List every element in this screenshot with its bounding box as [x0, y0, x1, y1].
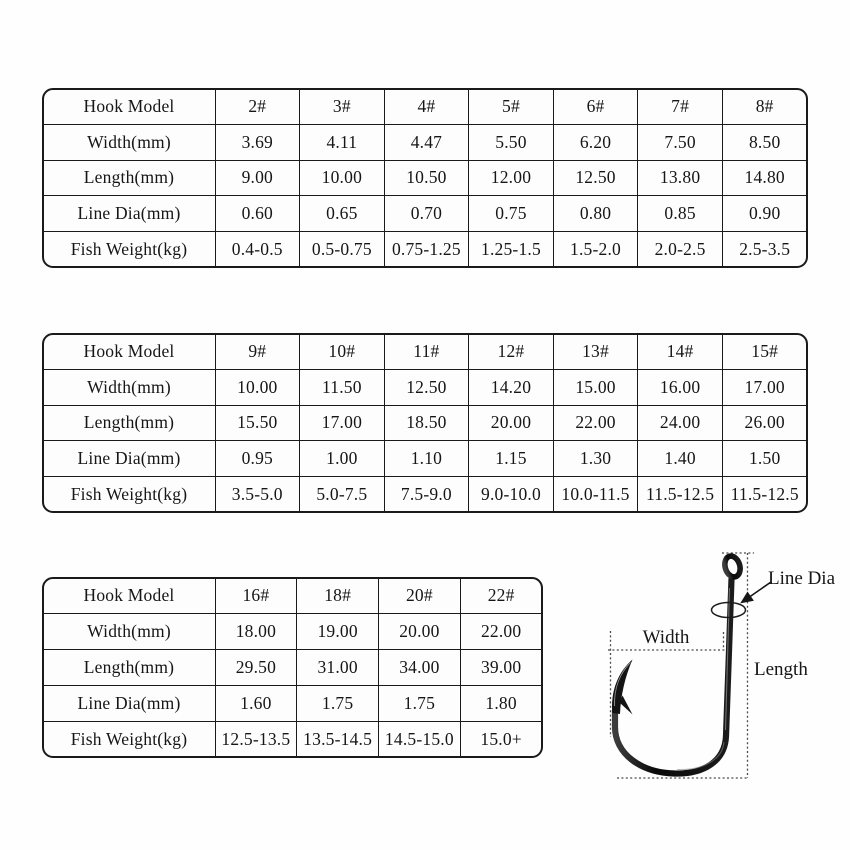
value-cell: 0.4-0.5 — [215, 231, 300, 267]
value-cell: 1.10 — [384, 441, 469, 477]
value-cell: 4.47 — [384, 125, 469, 161]
value-cell: 10.0-11.5 — [553, 476, 638, 512]
hook-model-heading-cell: Hook Model — [43, 334, 215, 370]
value-cell: 0.70 — [384, 196, 469, 232]
hook-model-cell: 20# — [379, 578, 461, 614]
header-row — [43, 334, 807, 370]
value-cell: 34.00 — [379, 650, 461, 686]
value-cell: 1.60 — [215, 685, 297, 721]
value-cell: 1.80 — [460, 685, 542, 721]
value-cell: 39.00 — [460, 650, 542, 686]
line-dia-label: Line Dia — [768, 568, 836, 589]
value-cell: 9.00 — [215, 160, 300, 196]
spec-row — [43, 405, 807, 441]
hook-model-cell: 4# — [384, 89, 469, 125]
value-cell: 4.11 — [300, 125, 385, 161]
value-cell: 31.00 — [297, 650, 379, 686]
row-label-cell: Fish Weight(kg) — [43, 231, 215, 267]
hook-point — [612, 660, 632, 715]
spec-table-hooks-16-22 — [42, 577, 543, 758]
value-cell: 15.00 — [553, 370, 638, 406]
value-cell: 1.75 — [297, 685, 379, 721]
value-cell: 12.50 — [553, 160, 638, 196]
value-cell: 12.5-13.5 — [215, 721, 297, 757]
value-cell: 0.85 — [638, 196, 723, 232]
value-cell: 20.00 — [379, 614, 461, 650]
value-cell: 14.5-15.0 — [379, 721, 461, 757]
hook-eye — [722, 554, 742, 579]
value-cell: 6.20 — [553, 125, 638, 161]
spec-table — [43, 578, 543, 758]
row-label-cell: Fish Weight(kg) — [43, 721, 215, 757]
value-cell: 1.25-1.5 — [469, 231, 554, 267]
line-dia-pointer-arrow — [742, 582, 772, 603]
spec-row — [43, 721, 542, 757]
value-cell: 24.00 — [638, 405, 723, 441]
value-cell: 15.50 — [215, 405, 300, 441]
hook-model-cell: 5# — [469, 89, 554, 125]
value-cell: 11.50 — [300, 370, 385, 406]
value-cell: 10.00 — [300, 160, 385, 196]
hook-model-heading-cell: Hook Model — [43, 578, 215, 614]
value-cell: 1.00 — [300, 441, 385, 477]
value-cell: 1.50 — [722, 441, 807, 477]
hook-model-cell: 11# — [384, 334, 469, 370]
spec-row — [43, 125, 807, 161]
value-cell: 5.50 — [469, 125, 554, 161]
row-label-cell: Fish Weight(kg) — [43, 476, 215, 512]
width-label: Width — [642, 627, 690, 648]
row-label-cell: Length(mm) — [43, 650, 215, 686]
value-cell: 22.00 — [460, 614, 542, 650]
value-cell: 9.0-10.0 — [469, 476, 554, 512]
value-cell: 2.5-3.5 — [722, 231, 807, 267]
hook-model-cell: 10# — [300, 334, 385, 370]
value-cell: 18.00 — [215, 614, 297, 650]
row-label-cell: Line Dia(mm) — [43, 196, 215, 232]
spec-table — [43, 89, 808, 268]
value-cell: 26.00 — [722, 405, 807, 441]
value-cell: 12.00 — [469, 160, 554, 196]
value-cell: 17.00 — [300, 405, 385, 441]
spec-row — [43, 650, 542, 686]
spec-table-hooks-2-8 — [42, 88, 808, 268]
hook-model-cell: 13# — [553, 334, 638, 370]
spec-row — [43, 231, 807, 267]
value-cell: 13.80 — [638, 160, 723, 196]
hook-model-cell: 22# — [460, 578, 542, 614]
value-cell: 13.5-14.5 — [297, 721, 379, 757]
value-cell: 8.50 — [722, 125, 807, 161]
value-cell: 19.00 — [297, 614, 379, 650]
value-cell: 0.80 — [553, 196, 638, 232]
hook-model-cell: 12# — [469, 334, 554, 370]
spec-row — [43, 685, 542, 721]
value-cell: 3.69 — [215, 125, 300, 161]
value-cell: 7.50 — [638, 125, 723, 161]
value-cell: 0.75-1.25 — [384, 231, 469, 267]
spec-table-hooks-9-15 — [42, 333, 808, 513]
value-cell: 16.00 — [638, 370, 723, 406]
value-cell: 12.50 — [384, 370, 469, 406]
value-cell: 11.5-12.5 — [638, 476, 723, 512]
value-cell: 0.60 — [215, 196, 300, 232]
hook-model-cell: 9# — [215, 334, 300, 370]
hook-model-cell: 7# — [638, 89, 723, 125]
value-cell: 10.00 — [215, 370, 300, 406]
hook-model-cell: 3# — [300, 89, 385, 125]
value-cell: 0.5-0.75 — [300, 231, 385, 267]
value-cell: 14.80 — [722, 160, 807, 196]
hook-measurement-diagram — [575, 530, 850, 830]
row-label-cell: Line Dia(mm) — [43, 441, 215, 477]
value-cell: 14.20 — [469, 370, 554, 406]
value-cell: 29.50 — [215, 650, 297, 686]
spec-row — [43, 160, 807, 196]
value-cell: 11.5-12.5 — [722, 476, 807, 512]
value-cell: 1.30 — [553, 441, 638, 477]
hook-model-cell: 16# — [215, 578, 297, 614]
fish-hook-illustration — [615, 579, 732, 774]
value-cell: 15.0+ — [460, 721, 542, 757]
hook-barb — [620, 696, 633, 715]
header-row — [43, 578, 542, 614]
spec-row — [43, 196, 807, 232]
value-cell: 1.40 — [638, 441, 723, 477]
value-cell: 1.75 — [379, 685, 461, 721]
value-cell: 7.5-9.0 — [384, 476, 469, 512]
value-cell: 10.50 — [384, 160, 469, 196]
hook-model-heading-cell: Hook Model — [43, 89, 215, 125]
row-label-cell: Width(mm) — [43, 614, 215, 650]
hook-model-cell: 6# — [553, 89, 638, 125]
value-cell: 5.0-7.5 — [300, 476, 385, 512]
row-label-cell: Line Dia(mm) — [43, 685, 215, 721]
length-label: Length — [754, 659, 808, 680]
spec-row — [43, 441, 807, 477]
spec-row — [43, 370, 807, 406]
spec-row — [43, 476, 807, 512]
row-label-cell: Width(mm) — [43, 125, 215, 161]
value-cell: 20.00 — [469, 405, 554, 441]
value-cell: 22.00 — [553, 405, 638, 441]
value-cell: 0.90 — [722, 196, 807, 232]
row-label-cell: Length(mm) — [43, 160, 215, 196]
header-row — [43, 89, 807, 125]
row-label-cell: Length(mm) — [43, 405, 215, 441]
value-cell: 0.95 — [215, 441, 300, 477]
hook-model-cell: 2# — [215, 89, 300, 125]
hook-model-cell: 18# — [297, 578, 379, 614]
value-cell: 1.15 — [469, 441, 554, 477]
hook-model-cell: 8# — [722, 89, 807, 125]
spec-row — [43, 614, 542, 650]
hook-model-cell: 14# — [638, 334, 723, 370]
value-cell: 3.5-5.0 — [215, 476, 300, 512]
spec-table — [43, 334, 808, 513]
hook-model-cell: 15# — [722, 334, 807, 370]
value-cell: 2.0-2.5 — [638, 231, 723, 267]
value-cell: 0.65 — [300, 196, 385, 232]
value-cell: 18.50 — [384, 405, 469, 441]
value-cell: 17.00 — [722, 370, 807, 406]
value-cell: 1.5-2.0 — [553, 231, 638, 267]
value-cell: 0.75 — [469, 196, 554, 232]
row-label-cell: Width(mm) — [43, 370, 215, 406]
